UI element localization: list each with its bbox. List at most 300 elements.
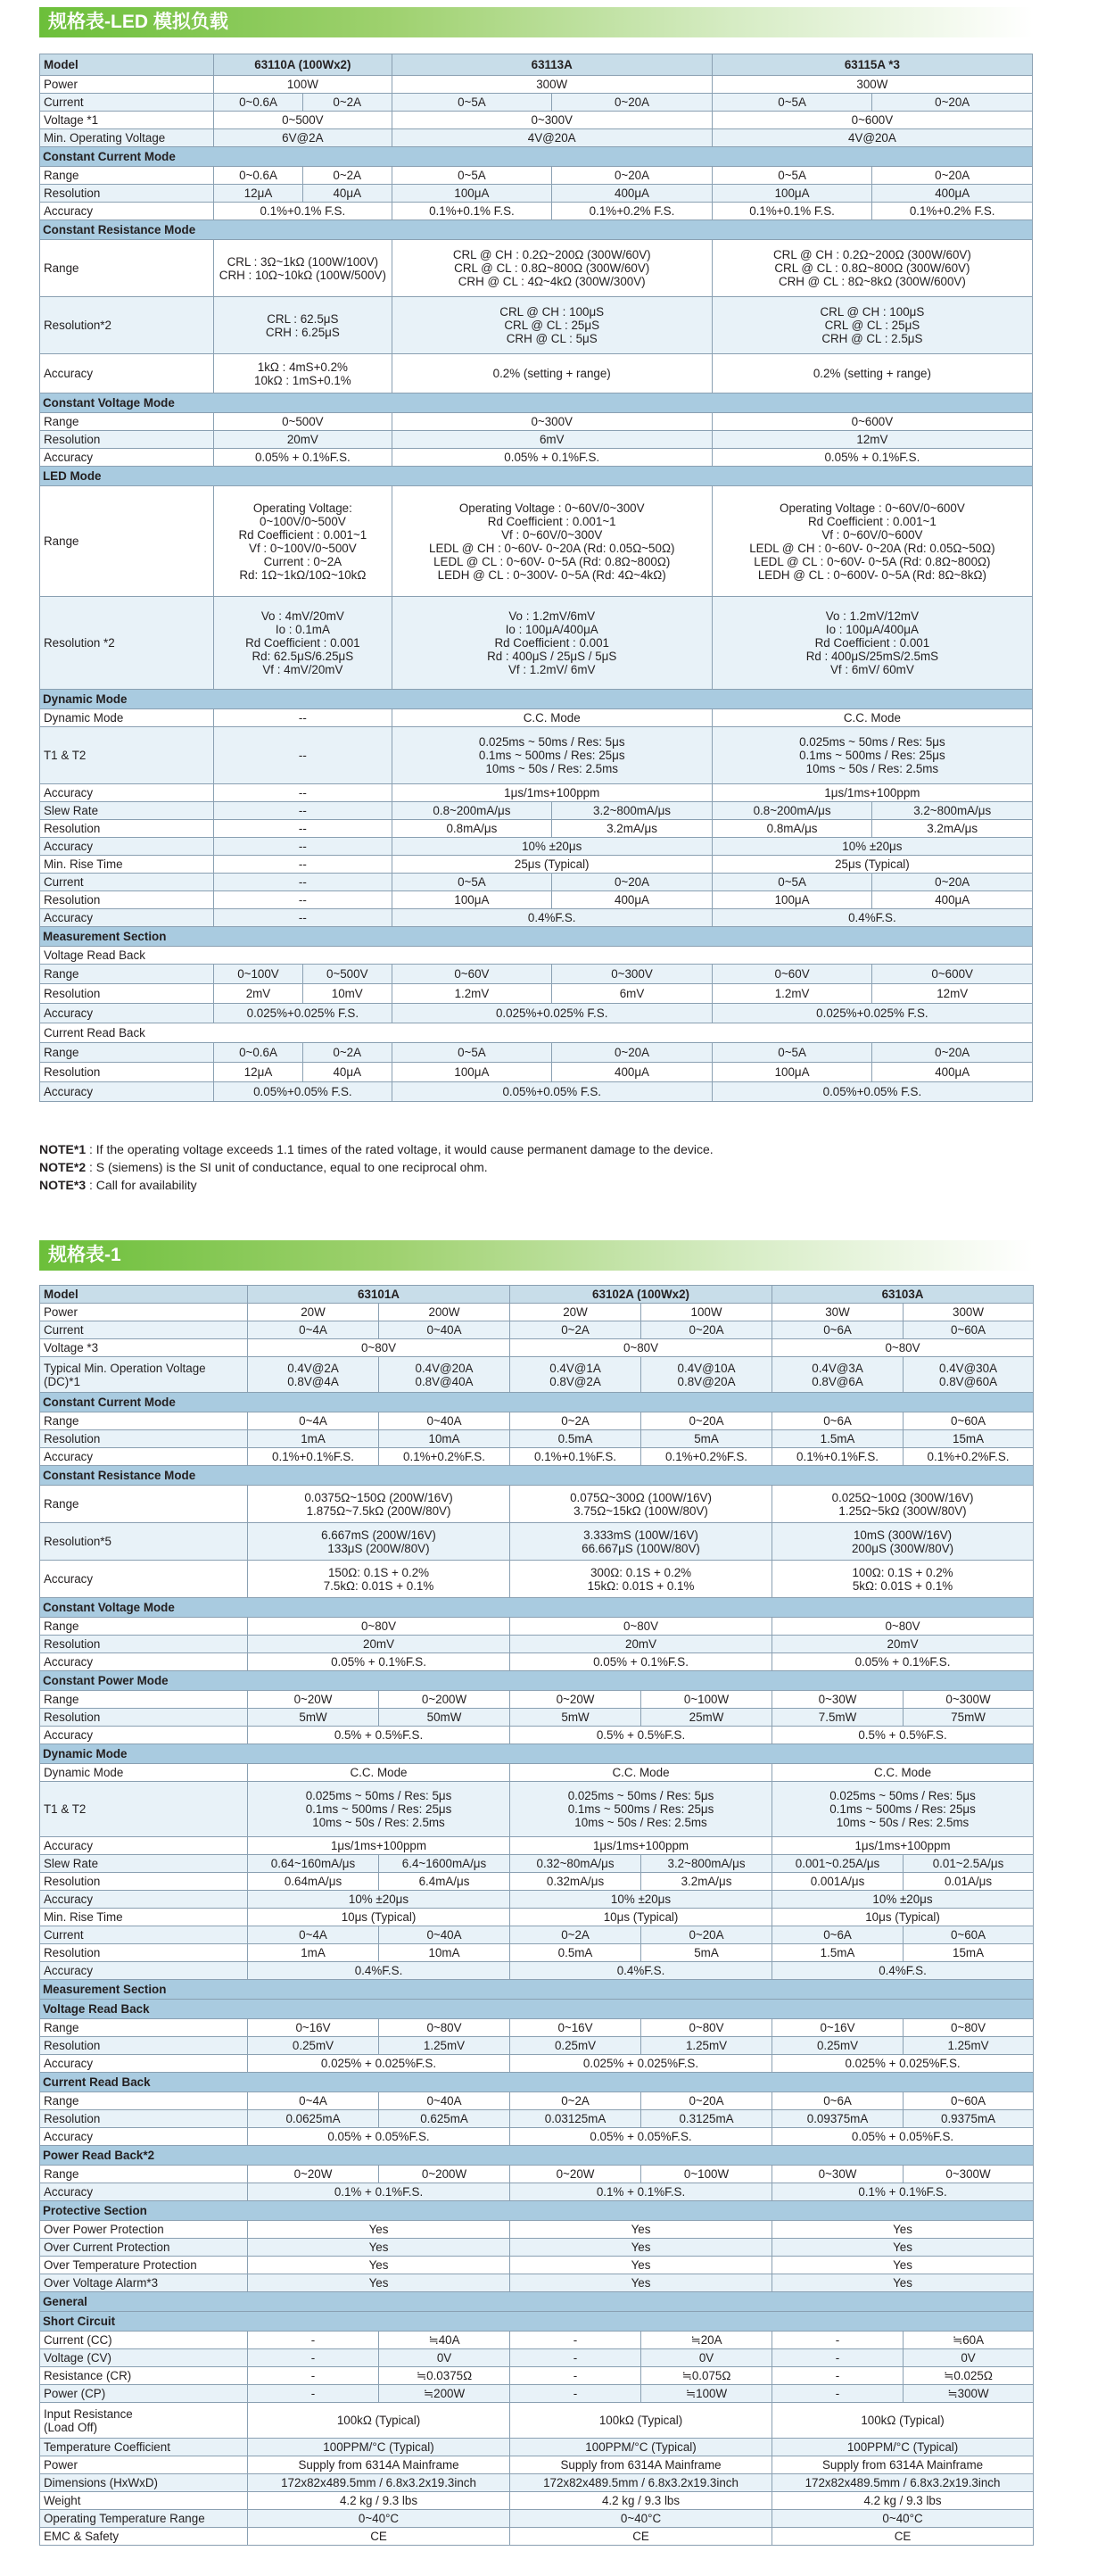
- spec-value: 6.4mA/μs: [379, 1873, 510, 1891]
- spec-value: 20mV: [214, 431, 392, 449]
- spec-value: 0.025%+0.025% F.S.: [712, 1004, 1032, 1023]
- row-label-current: Current: [40, 1926, 248, 1944]
- spec-value: 75mW: [904, 1709, 1034, 1727]
- spec-value: ≒100W: [641, 2385, 772, 2403]
- spec-value: 0.1%+0.1% F.S.: [392, 203, 552, 220]
- spec-value: 0~40°C: [510, 2510, 772, 2528]
- spec-value: 0~20A: [872, 1043, 1033, 1063]
- spec-value: 4.2 kg / 9.3 lbs: [248, 2492, 510, 2510]
- row-label-slew-rate: Slew Rate: [40, 802, 214, 820]
- spec-value: 0~4A: [248, 1412, 379, 1430]
- spec-value: 0.001A/μs: [772, 1873, 904, 1891]
- spec-value: 172x82x489.5mm / 6.8x3.2x19.3inch: [248, 2474, 510, 2492]
- spec-value: 63101A: [248, 1286, 510, 1304]
- row-label-input-resistance-load-off: Input Resistance (Load Off): [40, 2403, 248, 2439]
- spec-value: Vo : 1.2mV/12mV Io : 100μA/400μA Rd Coefficient : 0.001 Rd : 400μS/25mS/2.5mS Vf : 6mV/ 60mV: [712, 597, 1032, 690]
- table-row: [40, 1043, 1033, 1063]
- row-label-range: Range: [40, 1691, 248, 1709]
- table-row: [40, 1764, 1034, 1782]
- spec-value: 0~60V: [712, 965, 872, 984]
- spec-value: 0V: [904, 2349, 1034, 2367]
- spec-value: -: [510, 2367, 641, 2385]
- spec-value: 10mA: [379, 1944, 510, 1962]
- table-row: [40, 297, 1033, 354]
- spec-value: 1.25mV: [904, 2037, 1034, 2055]
- spec-value: 0~20A: [552, 1043, 713, 1063]
- spec-value: 1.2mV: [392, 984, 552, 1004]
- spec-value: 0~0.6A: [214, 1043, 303, 1063]
- row-label-resolution-2: Resolution *2: [40, 597, 214, 690]
- table-row: [40, 1782, 1034, 1837]
- spec-value: 10μs (Typical): [510, 1909, 772, 1926]
- spec-value: 0.0625mA: [248, 2110, 379, 2128]
- spec-value: 0.5% + 0.5%F.S.: [772, 1727, 1034, 1744]
- spec-value: 100kΩ (Typical): [510, 2403, 772, 2439]
- spec-value: 0.3125mA: [641, 2110, 772, 2128]
- section-row: [40, 2073, 1034, 2092]
- row-label-range: Range: [40, 1412, 248, 1430]
- table-row: [40, 909, 1033, 927]
- row-label-t1-t2: T1 & T2: [40, 727, 214, 784]
- spec-value: 0.1%+0.1% F.S.: [214, 203, 392, 220]
- row-label-accuracy: Accuracy: [40, 449, 214, 467]
- spec-value: Yes: [510, 2221, 772, 2239]
- row-label-range: Range: [40, 965, 214, 984]
- table-row: [40, 1357, 1034, 1393]
- section-row: [40, 147, 1033, 167]
- row-label-resolution: Resolution: [40, 1063, 214, 1082]
- spec-value: 400μA: [552, 185, 713, 203]
- spec-value: 0~0.6A: [214, 167, 303, 185]
- table-row: [40, 2257, 1034, 2274]
- spec-value: 1.25mV: [641, 2037, 772, 2055]
- spec-value: --: [214, 820, 392, 838]
- table-row: [40, 1023, 1033, 1043]
- spec-value: 0~300W: [904, 1691, 1034, 1709]
- spec-value: 0~20A: [641, 1321, 772, 1339]
- spec-value: -: [772, 2332, 904, 2349]
- header-row: [40, 54, 1033, 76]
- row-label-min-rise-time: Min. Rise Time: [40, 1909, 248, 1926]
- spec-value: 0~20W: [248, 2166, 379, 2183]
- note-line: [39, 1158, 1033, 1176]
- spec-value: ≒20A: [641, 2332, 772, 2349]
- row-label-min-rise-time: Min. Rise Time: [40, 856, 214, 874]
- spec-value: 0~6A: [772, 1321, 904, 1339]
- spec-value: 4V@20A: [712, 129, 1032, 147]
- section-row: [40, 1671, 1034, 1691]
- spec-value: 172x82x489.5mm / 6.8x3.2x19.3inch: [510, 2474, 772, 2492]
- spec-value: 0~80V: [772, 1339, 1034, 1357]
- table-row: [40, 431, 1033, 449]
- table-row: [40, 2037, 1034, 2055]
- spec-value: 200W: [379, 1304, 510, 1321]
- spec-value: --: [214, 802, 392, 820]
- table-row: [40, 203, 1033, 220]
- row-label-over-temperature-protection: Over Temperature Protection: [40, 2257, 248, 2274]
- note-text: : Call for availability: [86, 1178, 197, 1192]
- table-row: [40, 709, 1033, 727]
- row-label-voltage-cv: Voltage (CV): [40, 2349, 248, 2367]
- spec-value: 0~2A: [302, 167, 392, 185]
- table-row: [40, 1523, 1034, 1561]
- spec-value: 3.333mS (100W/16V) 66.667μS (100W/80V): [510, 1523, 772, 1561]
- spec-value: -: [248, 2385, 379, 2403]
- spec-value: 5mW: [510, 1709, 641, 1727]
- spec-value: 0.2% (setting + range): [712, 354, 1032, 393]
- note-text: : If the operating voltage exceeds 1.1 times of the rated voltage, it would cause permanent damage to the device.: [86, 1142, 714, 1156]
- table-row: [40, 1004, 1033, 1023]
- spec-value: 3.2~800mA/μs: [872, 802, 1033, 820]
- spec-value: 0.4%F.S.: [510, 1962, 772, 1980]
- row-label-emc-safety: EMC & Safety: [40, 2528, 248, 2546]
- spec-value: 10mV: [302, 984, 392, 1004]
- note-key: NOTE*3: [39, 1178, 87, 1192]
- table-row: [40, 838, 1033, 856]
- spec-value: 0.025%+0.025% F.S.: [214, 1004, 392, 1023]
- section-row: [40, 220, 1033, 240]
- table-row: [40, 1430, 1034, 1448]
- spec-value: 0V: [641, 2349, 772, 2367]
- spec-value: 0~80V: [248, 1339, 510, 1357]
- spec-value: Operating Voltage: 0~100V/0~500V Rd Coefficient : 0.001~1 Vf : 0~100V/0~500V Current : 0~2A Rd: 1Ω~1kΩ/10Ω~10kΩ: [214, 486, 392, 597]
- spec-value: -: [510, 2349, 641, 2367]
- spec-value: 0~80V: [904, 2019, 1034, 2037]
- row-label-voltage-1: Voltage *1: [40, 112, 214, 129]
- spec-value: 1mA: [248, 1944, 379, 1962]
- table-row: [40, 891, 1033, 909]
- spec-value: 0~100W: [641, 1691, 772, 1709]
- spec-value: 0~0.6A: [214, 94, 303, 112]
- table-row: [40, 112, 1033, 129]
- table-row: [40, 984, 1033, 1004]
- table-row: [40, 820, 1033, 838]
- spec-value: 25mW: [641, 1709, 772, 1727]
- table-row: [40, 802, 1033, 820]
- spec-value: 6.4~1600mA/μs: [379, 1855, 510, 1873]
- row-label-resolution: Resolution: [40, 1873, 248, 1891]
- spec-value: Supply from 6314A Mainframe: [772, 2456, 1034, 2474]
- spec-value: 0.0375Ω~150Ω (200W/16V) 1.875Ω~7.5kΩ (200W/80V): [248, 1486, 510, 1523]
- spec-value: 10mA: [379, 1430, 510, 1448]
- spec-value: --: [214, 727, 392, 784]
- row-label-accuracy: Accuracy: [40, 1891, 248, 1909]
- spec-value: CRL : 3Ω~1kΩ (100W/100V) CRH : 10Ω~10kΩ (100W/500V): [214, 240, 392, 297]
- spec-value: 0.03125mA: [510, 2110, 641, 2128]
- spec-value: 0~600V: [712, 112, 1032, 129]
- row-label-over-current-protection: Over Current Protection: [40, 2239, 248, 2257]
- spec-value: Yes: [248, 2274, 510, 2292]
- spec-value: 0.1%+0.1%F.S.: [772, 1448, 904, 1466]
- table-row: [40, 2332, 1034, 2349]
- row-label-constant-resistance-mode: Constant Resistance Mode: [40, 1466, 1034, 1486]
- spec-value: 100W: [214, 76, 392, 94]
- spec-value: Supply from 6314A Mainframe: [510, 2456, 772, 2474]
- table-row: [40, 413, 1033, 431]
- spec-value: 0.1%+0.2%F.S.: [641, 1448, 772, 1466]
- row-label-t1-t2: T1 & T2: [40, 1782, 248, 1837]
- row-label-range: Range: [40, 2092, 248, 2110]
- row-label-constant-current-mode: Constant Current Mode: [40, 1393, 1034, 1412]
- spec-value: 0.05% + 0.1%F.S.: [214, 449, 392, 467]
- spec-value: 0.4%F.S.: [712, 909, 1032, 927]
- spec-value: Yes: [510, 2257, 772, 2274]
- row-label-model: Model: [40, 1286, 248, 1304]
- spec-value: 3.2mA/μs: [552, 820, 713, 838]
- spec-value: -: [510, 2332, 641, 2349]
- spec-value: 100PPM/°C (Typical): [772, 2439, 1034, 2456]
- spec-value: 0.05% + 0.1%F.S.: [392, 449, 712, 467]
- spec-value: Yes: [248, 2239, 510, 2257]
- spec-value: 5mW: [248, 1709, 379, 1727]
- row-label-accuracy: Accuracy: [40, 2055, 248, 2073]
- spec-value: 0~2A: [510, 1926, 641, 1944]
- spec-value: -: [248, 2332, 379, 2349]
- spec-value: 12μA: [214, 1063, 303, 1082]
- spec-value: 150Ω: 0.1S + 0.2% 7.5kΩ: 0.01S + 0.1%: [248, 1561, 510, 1598]
- spec-value: 0~600V: [872, 965, 1033, 984]
- note-key: NOTE*1: [39, 1142, 87, 1156]
- spec-value: -: [248, 2367, 379, 2385]
- spec-value: 0~40A: [379, 1412, 510, 1430]
- spec-banner-led: 规格表-LED 模拟负载: [39, 7, 1033, 37]
- table-row: [40, 1486, 1034, 1523]
- spec-value: 0.4V@10A 0.8V@20A: [641, 1357, 772, 1393]
- table-row: [40, 354, 1033, 393]
- spec-value: ≒0.0375Ω: [379, 2367, 510, 2385]
- table-row: [40, 1909, 1034, 1926]
- table-row: [40, 1321, 1034, 1339]
- spec-value: 10% ±20μs: [392, 838, 712, 856]
- table-row: [40, 129, 1033, 147]
- spec-value: 20mV: [248, 1636, 510, 1653]
- row-label-dynamic-mode: Dynamic Mode: [40, 690, 1033, 709]
- spec-value: 0~60A: [904, 1321, 1034, 1339]
- spec-value: -: [772, 2367, 904, 2385]
- row-label-voltage-read-back: Voltage Read Back: [40, 947, 1033, 965]
- row-label-resolution: Resolution: [40, 891, 214, 909]
- row-label-resolution: Resolution: [40, 185, 214, 203]
- spec-value: 0.025ms ~ 50ms / Res: 5μs 0.1ms ~ 500ms / Res: 25μs 10ms ~ 50s / Res: 2.5ms: [392, 727, 712, 784]
- spec-value: 1.2mV: [712, 984, 872, 1004]
- spec-value: 0.25mV: [248, 2037, 379, 2055]
- spec-value: 1μs/1ms+100ppm: [772, 1837, 1034, 1855]
- spec-value: 0.9375mA: [904, 2110, 1034, 2128]
- spec-value: 0.1% + 0.1%F.S.: [248, 2183, 510, 2201]
- spec-value: 5mA: [641, 1944, 772, 1962]
- spec-value: 0~4A: [248, 1321, 379, 1339]
- row-label-measurement-section: Measurement Section: [40, 927, 1033, 947]
- spec-value: Yes: [510, 2239, 772, 2257]
- spec-value: 0~200W: [379, 1691, 510, 1709]
- spec-value: 10% ±20μs: [772, 1891, 1034, 1909]
- spec-value: --: [214, 891, 392, 909]
- table-row: [40, 2110, 1034, 2128]
- spec-value: 1.25mV: [379, 2037, 510, 2055]
- table-row: [40, 1855, 1034, 1873]
- table-row: [40, 2492, 1034, 2510]
- table-row: [40, 1873, 1034, 1891]
- table-row: [40, 1727, 1034, 1744]
- spec-value: 0.5% + 0.5%F.S.: [510, 1727, 772, 1744]
- spec-value: 0~4A: [248, 2092, 379, 2110]
- spec-value: CRL @ CH : 100μS CRL @ CL : 25μS CRH @ CL : 5μS: [392, 297, 712, 354]
- spec-value: 3.2~800mA/μs: [641, 1855, 772, 1873]
- section-row: [40, 2312, 1034, 2332]
- spec-value: --: [214, 784, 392, 802]
- spec-value: 0~16V: [772, 2019, 904, 2037]
- table-row: [40, 965, 1033, 984]
- table-row: [40, 1691, 1034, 1709]
- row-label-voltage-3: Voltage *3: [40, 1339, 248, 1357]
- row-label-accuracy: Accuracy: [40, 838, 214, 856]
- spec-value: --: [214, 709, 392, 727]
- note-key: NOTE*2: [39, 1160, 87, 1174]
- table-row: [40, 1412, 1034, 1430]
- row-label-range: Range: [40, 167, 214, 185]
- spec-value: C.C. Mode: [248, 1764, 510, 1782]
- spec-value: 12mV: [872, 984, 1033, 1004]
- row-label-range: Range: [40, 413, 214, 431]
- row-label-dimensions-hxwxd: Dimensions (HxWxD): [40, 2474, 248, 2492]
- row-label-resolution: Resolution: [40, 1430, 248, 1448]
- spec-value: 400μA: [872, 891, 1033, 909]
- row-label-accuracy: Accuracy: [40, 1004, 214, 1023]
- spec-value: 0.1%+0.1%F.S.: [248, 1448, 379, 1466]
- row-label-accuracy: Accuracy: [40, 2128, 248, 2146]
- table-row: [40, 1962, 1034, 1980]
- spec-value: CRL @ CH : 0.2Ω~200Ω (300W/60V) CRL @ CL : 0.8Ω~800Ω (300W/60V) CRH @ CL : 8Ω~8kΩ (300W/600V): [712, 240, 1032, 297]
- spec-value: 10% ±20μs: [712, 838, 1032, 856]
- spec-value: 0.075Ω~300Ω (100W/16V) 3.75Ω~15kΩ (100W/80V): [510, 1486, 772, 1523]
- spec-value: Yes: [772, 2239, 1034, 2257]
- spec-value: 0~300V: [392, 413, 712, 431]
- row-label-accuracy: Accuracy: [40, 909, 214, 927]
- row-label-range: Range: [40, 240, 214, 297]
- spec-value: 0.025ms ~ 50ms / Res: 5μs 0.1ms ~ 500ms / Res: 25μs 10ms ~ 50s / Res: 2.5ms: [712, 727, 1032, 784]
- spec-value: 0.05%+0.05% F.S.: [712, 1082, 1032, 1102]
- spec-value: 0~80V: [248, 1618, 510, 1636]
- spec-value: ≒60A: [904, 2332, 1034, 2349]
- spec-value: 0.1%+0.2%F.S.: [904, 1448, 1034, 1466]
- spec-value: 172x82x489.5mm / 6.8x3.2x19.3inch: [772, 2474, 1034, 2492]
- section-row: [40, 1744, 1034, 1764]
- section-row: [40, 690, 1033, 709]
- row-label-accuracy: Accuracy: [40, 2183, 248, 2201]
- spec-value: 40μA: [302, 185, 392, 203]
- spec-value: 12μA: [214, 185, 303, 203]
- row-label-over-power-protection: Over Power Protection: [40, 2221, 248, 2239]
- section-row: [40, 467, 1033, 486]
- spec-value: 0.1% + 0.1%F.S.: [772, 2183, 1034, 2201]
- spec-value: -: [772, 2385, 904, 2403]
- row-label-accuracy: Accuracy: [40, 354, 214, 393]
- row-label-range: Range: [40, 2166, 248, 2183]
- spec-value: 0.025ms ~ 50ms / Res: 5μs 0.1ms ~ 500ms / Res: 25μs 10ms ~ 50s / Res: 2.5ms: [772, 1782, 1034, 1837]
- spec-value: 15mA: [904, 1430, 1034, 1448]
- spec-value: 0~40A: [379, 2092, 510, 2110]
- spec-value: 0.1%+0.1%F.S.: [510, 1448, 641, 1466]
- spec-value: 300W: [712, 76, 1032, 94]
- table-row: [40, 784, 1033, 802]
- row-label-accuracy: Accuracy: [40, 1837, 248, 1855]
- spec-value: 0.8mA/μs: [392, 820, 552, 838]
- row-label-accuracy: Accuracy: [40, 1727, 248, 1744]
- spec-value: ≒200W: [379, 2385, 510, 2403]
- spec-value: 100kΩ (Typical): [772, 2403, 1034, 2439]
- section-row: [40, 927, 1033, 947]
- row-label-short-circuit: Short Circuit: [40, 2312, 1034, 2332]
- spec-value: Yes: [248, 2221, 510, 2239]
- row-label-voltage-read-back: Voltage Read Back: [40, 2000, 1034, 2019]
- row-label-model: Model: [40, 54, 214, 76]
- row-label-power-cp: Power (CP): [40, 2385, 248, 2403]
- spec-value: 0~100V: [214, 965, 303, 984]
- spec-value: 1μs/1ms+100ppm: [392, 784, 712, 802]
- spec-value: --: [214, 874, 392, 891]
- spec-value: CE: [772, 2528, 1034, 2546]
- spec-value: 0~80V: [641, 2019, 772, 2037]
- row-label-constant-current-mode: Constant Current Mode: [40, 147, 1033, 167]
- table-row: [40, 2349, 1034, 2367]
- spec-value: C.C. Mode: [510, 1764, 772, 1782]
- spec-value: 12mV: [712, 431, 1032, 449]
- spec-value: 0~500V: [214, 112, 392, 129]
- spec-value: 0~30W: [772, 2166, 904, 2183]
- spec-value: C.C. Mode: [392, 709, 712, 727]
- spec-value: 25μs (Typical): [712, 856, 1032, 874]
- spec-value: 1μs/1ms+100ppm: [248, 1837, 510, 1855]
- spec-value: Yes: [772, 2274, 1034, 2292]
- spec-value: 0~40A: [379, 1321, 510, 1339]
- spec-value: ≒40A: [379, 2332, 510, 2349]
- spec-value: 300W: [904, 1304, 1034, 1321]
- row-label-constant-voltage-mode: Constant Voltage Mode: [40, 393, 1033, 413]
- table-row: [40, 167, 1033, 185]
- row-label-constant-power-mode: Constant Power Mode: [40, 1671, 1034, 1691]
- table-row: [40, 1304, 1034, 1321]
- spec-value: 63115A *3: [712, 54, 1032, 76]
- row-label-current-cc: Current (CC): [40, 2332, 248, 2349]
- spec-value: 0~100W: [641, 2166, 772, 2183]
- spec-value: 0~16V: [248, 2019, 379, 2037]
- table-row: [40, 486, 1033, 597]
- row-label-current: Current: [40, 94, 214, 112]
- spec-value: 0~20W: [248, 1691, 379, 1709]
- table-row: [40, 2092, 1034, 2110]
- table-row: [40, 2456, 1034, 2474]
- table-row: [40, 240, 1033, 297]
- row-label-measurement-section: Measurement Section: [40, 1980, 1034, 2000]
- spec-value: 0.1%+0.1% F.S.: [712, 203, 872, 220]
- table-row: [40, 2183, 1034, 2201]
- spec-value: 400μA: [552, 1063, 713, 1082]
- spec-value: 0~20A: [641, 1412, 772, 1430]
- spec-value: 100μA: [712, 891, 872, 909]
- spec-value: 0~300W: [904, 2166, 1034, 2183]
- spec-value: 0.1% + 0.1%F.S.: [510, 2183, 772, 2201]
- spec-value: 0~5A: [392, 1043, 552, 1063]
- table-row: [40, 76, 1033, 94]
- table-row: [40, 1636, 1034, 1653]
- row-label-accuracy: Accuracy: [40, 1653, 248, 1671]
- spec-value: 100μA: [392, 891, 552, 909]
- spec-value: 0.64~160mA/μs: [248, 1855, 379, 1873]
- table-row: [40, 2274, 1034, 2292]
- spec-value: 100μA: [392, 185, 552, 203]
- spec-value: --: [214, 909, 392, 927]
- row-label-power: Power: [40, 76, 214, 94]
